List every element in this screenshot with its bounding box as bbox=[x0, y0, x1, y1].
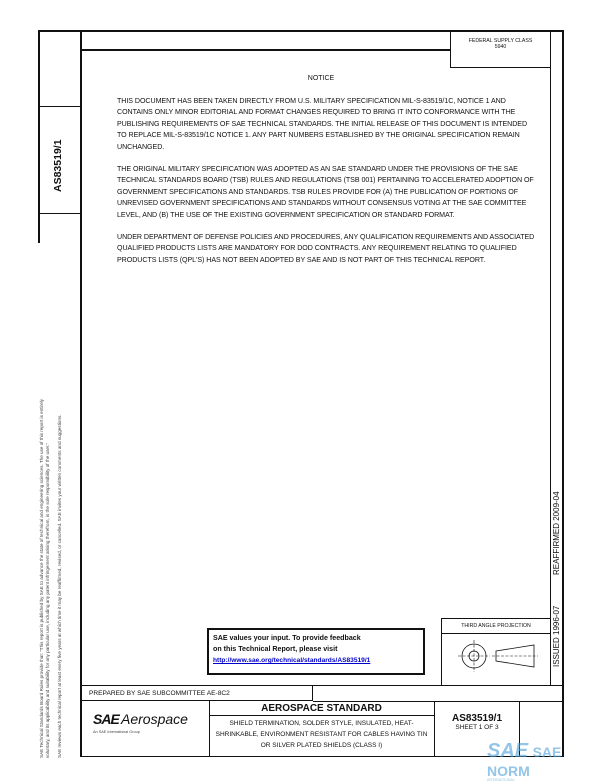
federal-supply-class-label: FEDERAL SUPPLY CLASS bbox=[468, 38, 533, 44]
logo-aerospace: Aerospace bbox=[121, 711, 188, 727]
notice-paragraph: THE ORIGINAL MILITARY SPECIFICATION WAS ADOPTED AS AN SAE STANDARD UNDER THE PROVISIONS OF THE SAE TECHNICAL STANDARDS BOARD (TSB) RULES AND REGULATIONS (TSB 001) PERTAINING TO ACCELERATED ADOPTION OF GOVERNMENT SPECIFICATIONS AND STANDARDS. TSB RULES PROVIDE FOR (A) THE PUBLICATION OF PORTIONS OF UNREVISED GOVERNMENT SPECIFICATIONS AND STANDARDS WITHOUT CONSENSUS VOTING AT THE SAE COMMITTEE LEVEL, AND (B) THE USE OF THE EXISTING GOVERNMENT SPECIFICATION OR STANDARD FORMAT. bbox=[117, 165, 534, 219]
doc-number: AS83519/1 bbox=[451, 713, 503, 724]
feedback-link[interactable]: http://www.sae.org/technical/standards/AS83519/1 bbox=[213, 657, 371, 664]
notice-paragraph: UNDER DEPARTMENT OF DEFENSE POLICIES AND PROCEDURES, ANY QUALIFICATION REQUIREMENTS AND ASSOCIATED QUALIFIED PRODUCTS LISTS ARE MANDATORY FOR DOD CONTRACTS. ANY REQUIREMENT RELATING TO QUALIFIED PRODUCTS LISTS (QPL'S) HAS NOT BEEN ADOPTED BY SAE AND IS NOT PART OF THIS TECHNICAL REPORT. bbox=[117, 233, 535, 264]
disclaimer-line: SAE Technical Standards Board Rules provide that: "This report is published by SAE to advance the state of technical and engineering sciences. The use of this report is entirely bbox=[39, 399, 44, 758]
federal-supply-class-value: 5940 bbox=[494, 44, 507, 50]
document-title: SHIELD TERMINATION, SOLDER STYLE, INSULATED, HEAT-SHRINKABLE, ENVIRONMENT RESISTANT FOR CABLES HAVING TIN OR SILVER PLATED SHIELDS (CLASS I) bbox=[209, 716, 435, 756]
projection-label: THIRD ANGLE PROJECTION bbox=[442, 619, 550, 634]
side-divider bbox=[38, 106, 80, 107]
disclaimer-line: SAE reviews each technical report at least every five years at which time it may be reaffirmed, revised, or cancelled. SAE invites your written comments and suggestions. bbox=[57, 414, 62, 758]
sae-aerospace-logo bbox=[81, 701, 210, 756]
notice-body bbox=[117, 96, 537, 277]
projection-symbol-icon bbox=[442, 634, 550, 686]
frame-inner-left bbox=[80, 30, 82, 757]
prepared-by: PREPARED BY SAE SUBCOMMITTEE AE-8C2 bbox=[81, 686, 313, 701]
standard-type: AEROSPACE STANDARD bbox=[209, 701, 435, 716]
sheet-number: SHEET 1 OF 3 bbox=[455, 724, 499, 731]
federal-supply-class-box bbox=[450, 30, 550, 68]
feedback-box bbox=[207, 628, 425, 675]
issued-date: ISSUED 1996-07 bbox=[552, 605, 561, 667]
side-divider bbox=[38, 213, 80, 214]
feedback-text: on this Technical Report, please visit bbox=[213, 645, 338, 653]
reaffirmed-date: REAFFIRMED 2009-04 bbox=[552, 491, 561, 575]
logo-tagline: An SAE International Group bbox=[93, 730, 140, 734]
watermark-sub: INTERNATIONAL bbox=[487, 778, 515, 782]
side-doc-number: AS83519/1 bbox=[52, 139, 64, 192]
watermark-text: SAE NORM bbox=[487, 744, 562, 779]
notice-title: NOTICE bbox=[307, 75, 335, 82]
header-line bbox=[80, 49, 450, 51]
watermark-logo: SAE bbox=[487, 740, 529, 762]
notice-paragraph: THIS DOCUMENT HAS BEEN TAKEN DIRECTLY FROM U.S. MILITARY SPECIFICATION MIL-S-83519/1C, NOTICE 1 AND CONTAINS ONLY MINOR EDITORIAL AND FORMAT CHANGES REQUIRED TO BRING IT INTO CONFORMANCE WITH THE PUBLISHING REQUIREMENTS OF SAE TECHNICAL STANDARDS. THE INITIAL RELEASE OF THIS DOCUMENT IS INTENDED TO REPLACE MIL-S-83519/1C NOTICE 1. ANY PART NUMBERS ESTABLISHED BY THE ORIGINAL SPECIFICATION REMAIN UNCHANGED. bbox=[117, 97, 528, 151]
frame-left bbox=[38, 30, 40, 243]
prepared-by-spacer bbox=[313, 686, 562, 702]
disclaimer-line: voluntary, and its applicability and suitability for any particular use, including any patent infringement arising therefrom, is the sole responsibility of the user." bbox=[45, 442, 50, 758]
frame-right bbox=[562, 30, 564, 757]
logo-sae: SAE bbox=[93, 711, 119, 727]
frame-right-inner bbox=[550, 30, 551, 685]
feedback-text: SAE values your input. To provide feedback bbox=[213, 634, 361, 642]
third-angle-projection-box bbox=[441, 618, 550, 685]
